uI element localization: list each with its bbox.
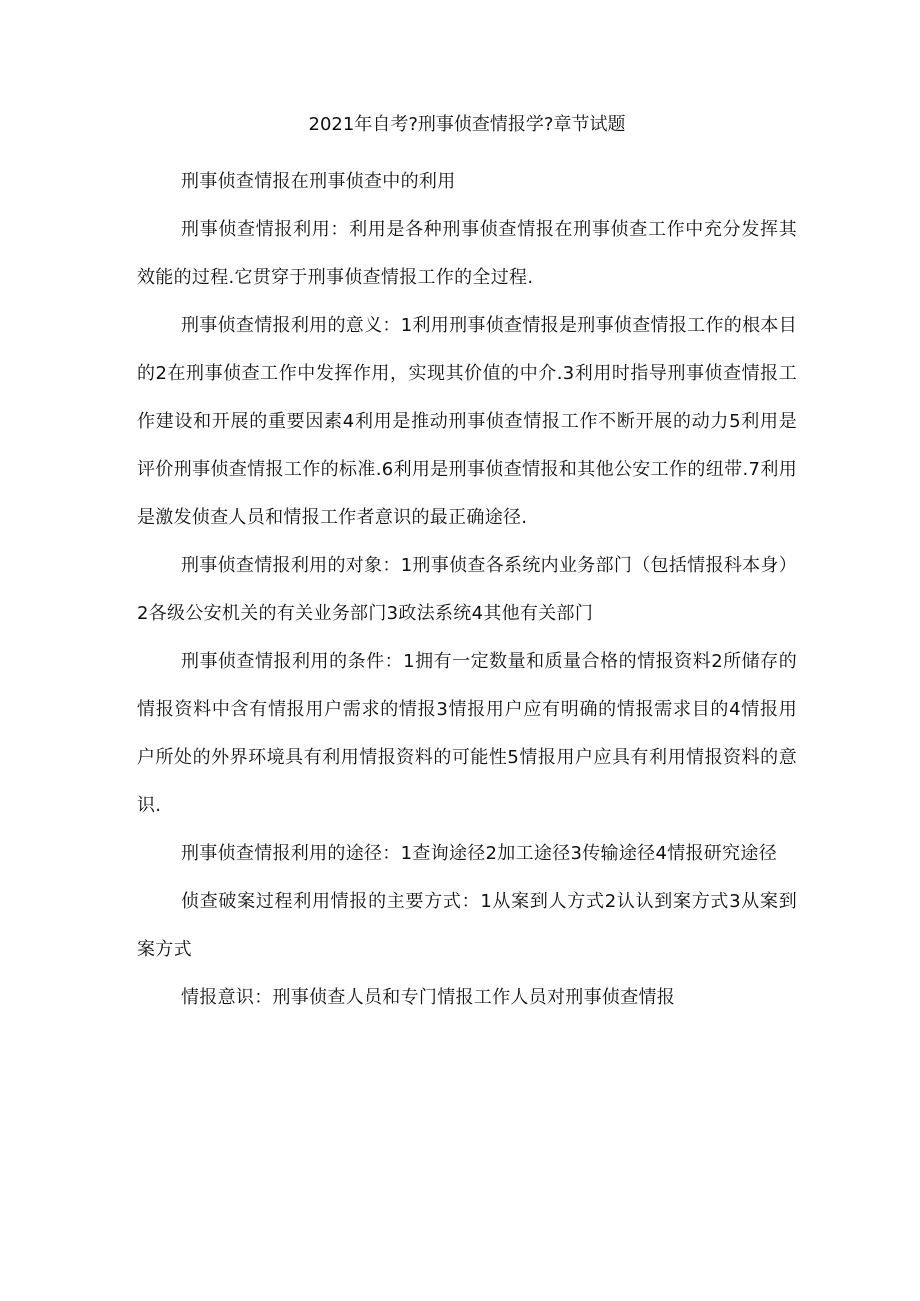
- paragraph-conditions: 刑事侦查情报利用的条件：1拥有一定数量和质量合格的情报资料2所储存的情报资料中含有情报用户需求的情报3情报用户应有明确的情报需求目的4情报用户所处的外界环境具有利用情报资料的可能性5情报用户应具有利用情报资料的意识.: [137, 651, 797, 816]
- paragraph-methods: 侦查破案过程利用情报的主要方式：1从案到人方式2认认到案方式3从案到案方式: [137, 891, 797, 960]
- paragraph-channels: 刑事侦查情报利用的途径：1查询途径2加工途径3传输途径4情报研究途径: [181, 843, 778, 864]
- paragraph-definition: 刑事侦查情报利用：利用是各种刑事侦查情报在刑事侦查工作中充分发挥其效能的过程.它贯穿于刑事侦查情报工作的全过程.: [137, 219, 797, 288]
- paragraph-significance: 刑事侦查情报利用的意义：1利用刑事侦查情报是刑事侦查情报工作的根本目的2在刑事侦查工作中发挥作用，实现其价值的中介.3利用时指导刑事侦查情报工作建设和开展的重要因素4利用是推动刑事侦查情报工作不断开展的动力5利用是评价刑事侦查情报工作的标准.6利用是刑事侦查情报和其他公安工作的纽带.7利用是激发侦查人员和情报工作者意识的最正确途径.: [137, 315, 797, 528]
- paragraph-awareness: 情报意识：刑事侦查人员和专门情报工作人员对刑事侦查情报: [181, 987, 676, 1008]
- section-heading: 刑事侦查情报在刑事侦查中的利用: [181, 171, 456, 192]
- paragraph-objects: 刑事侦查情报利用的对象：1刑事侦查各系统内业务部门（包括情报科本身）2各级公安机关的有关业务部门3政法系统4其他有关部门: [137, 555, 797, 624]
- document-title: 2021年自考?刑事侦查情报学?章节试题: [308, 114, 626, 135]
- document-body: [137, 112, 797, 1022]
